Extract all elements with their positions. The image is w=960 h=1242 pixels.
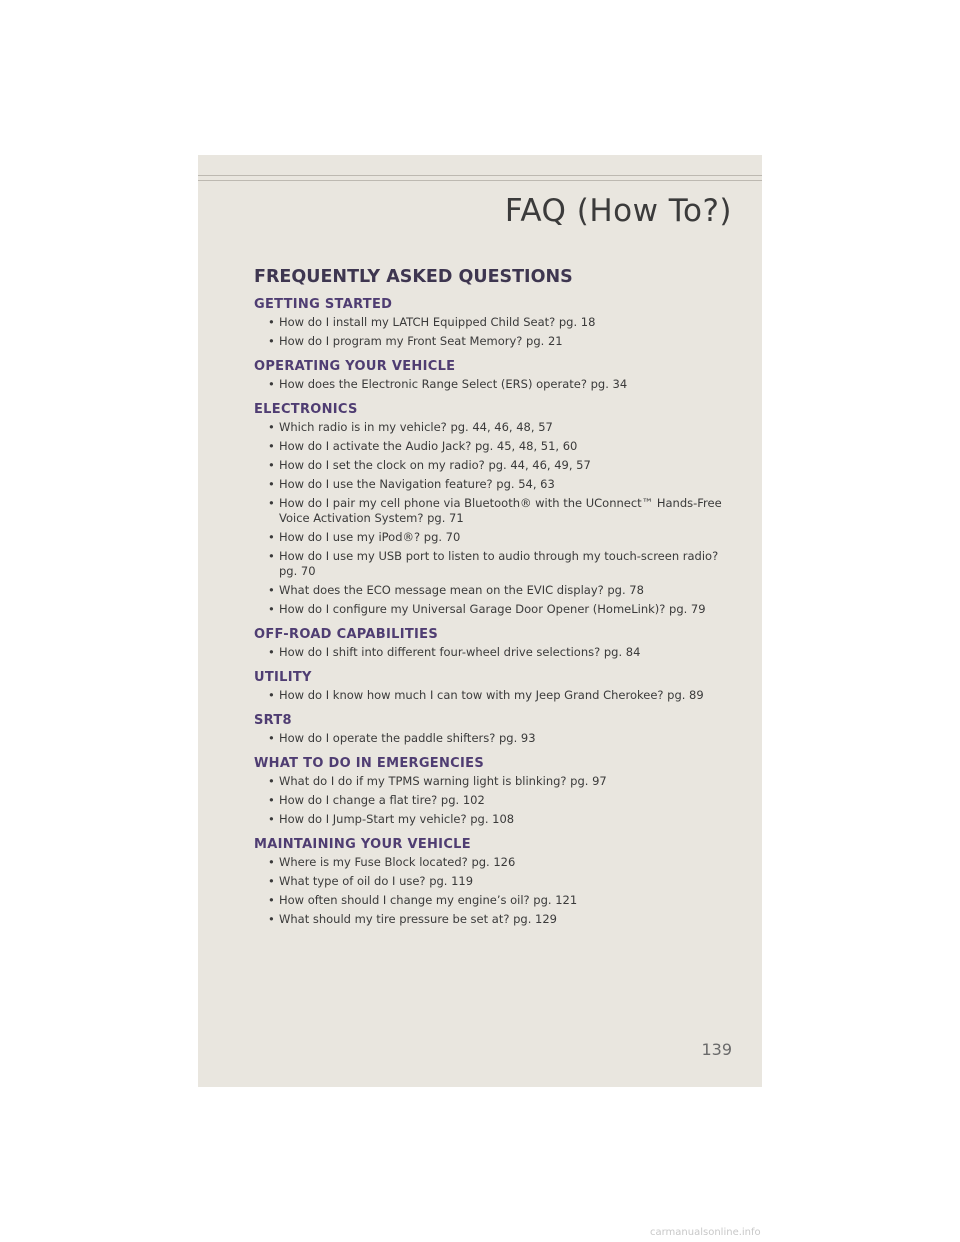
faq-section <box>254 670 734 703</box>
question-item: • How do I use the Navigation feature? pg. 54, 63 <box>268 477 734 492</box>
question-list <box>254 855 734 927</box>
question-item: • How do I use my iPod®? pg. 70 <box>268 530 734 545</box>
chapter-title: FAQ (How To?) <box>504 193 732 229</box>
section-heading: OPERATING YOUR VEHICLE <box>254 359 456 374</box>
faq-content <box>254 267 734 931</box>
question-item: • How do I know how much I can tow with my Jeep Grand Cherokee? pg. 89 <box>268 688 734 703</box>
section-heading: SRT8 <box>254 713 292 728</box>
question-item: • Which radio is in my vehicle? pg. 44, 46, 48, 57 <box>268 420 734 435</box>
faq-section <box>254 837 734 927</box>
faq-sections <box>254 297 734 927</box>
question-list <box>254 315 734 349</box>
section-heading: MAINTAINING YOUR VEHICLE <box>254 837 471 852</box>
faq-section <box>254 713 734 746</box>
question-list <box>254 377 734 392</box>
question-item: • How does the Electronic Range Select (ERS) operate? pg. 34 <box>268 377 734 392</box>
question-item: • What does the ECO message mean on the EVIC display? pg. 78 <box>268 583 734 598</box>
question-item: • How do I Jump-Start my vehicle? pg. 108 <box>268 812 734 827</box>
manual-page <box>198 155 762 1087</box>
faq-section <box>254 359 734 392</box>
question-list <box>254 774 734 827</box>
question-item: • How do I pair my cell phone via Bluetooth® with the UConnect™ Hands-Free Voice Activation System? pg. 71 <box>268 496 734 526</box>
question-item: • How do I program my Front Seat Memory? pg. 21 <box>268 334 734 349</box>
faq-section <box>254 756 734 827</box>
question-item: • How do I shift into different four-wheel drive selections? pg. 84 <box>268 645 734 660</box>
question-item: • What should my tire pressure be set at? pg. 129 <box>268 912 734 927</box>
question-item: • How do I change a flat tire? pg. 102 <box>268 793 734 808</box>
main-heading: FREQUENTLY ASKED QUESTIONS <box>254 267 573 287</box>
question-item: • How do I install my LATCH Equipped Child Seat? pg. 18 <box>268 315 734 330</box>
faq-section <box>254 297 734 349</box>
question-list <box>254 420 734 617</box>
section-heading: OFF-ROAD CAPABILITIES <box>254 627 439 642</box>
question-item: • Where is my Fuse Block located? pg. 126 <box>268 855 734 870</box>
question-item: • How do I operate the paddle shifters? pg. 93 <box>268 731 734 746</box>
question-item: • How often should I change my engine’s oil? pg. 121 <box>268 893 734 908</box>
question-list <box>254 731 734 746</box>
question-list <box>254 645 734 660</box>
faq-section <box>254 627 734 660</box>
question-item: • How do I activate the Audio Jack? pg. 45, 48, 51, 60 <box>268 439 734 454</box>
faq-section <box>254 402 734 617</box>
question-item: • How do I set the clock on my radio? pg. 44, 46, 49, 57 <box>268 458 734 473</box>
section-heading: GETTING STARTED <box>254 297 393 312</box>
header-rule-bottom <box>198 180 762 181</box>
watermark-text: carmanualsonline.info <box>650 1227 761 1238</box>
question-item: • What type of oil do I use? pg. 119 <box>268 874 734 889</box>
question-item: • How do I configure my Universal Garage Door Opener (HomeLink)? pg. 79 <box>268 602 734 617</box>
section-heading: ELECTRONICS <box>254 402 358 417</box>
question-item: • How do I use my USB port to listen to audio through my touch-screen radio? pg. 70 <box>268 549 734 579</box>
page-number: 139 <box>701 1040 732 1059</box>
question-item: • What do I do if my TPMS warning light is blinking? pg. 97 <box>268 774 734 789</box>
header-rule-top <box>198 175 762 176</box>
section-heading: UTILITY <box>254 670 312 685</box>
section-heading: WHAT TO DO IN EMERGENCIES <box>254 756 484 771</box>
question-list <box>254 688 734 703</box>
